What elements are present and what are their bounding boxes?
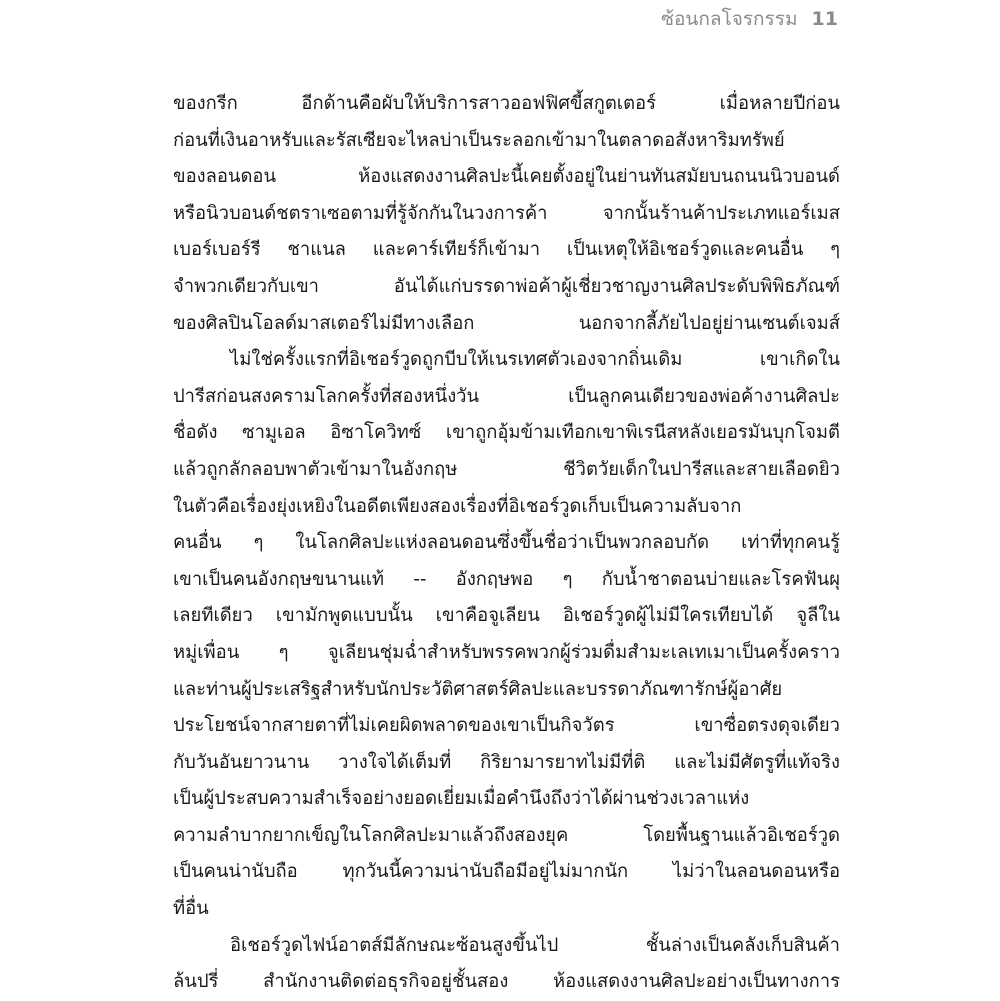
running-title: ซ้อนกลโจรกรรม xyxy=(661,8,798,30)
text-line: หรือนิวบอนด์ชตราเซอตามที่รู้จักกันในวงการค้า จากนั้นร้านค้าประเภทแอร์เมส xyxy=(173,202,840,224)
text-line: เขาเป็นคนอังกฤษขนานแท้ -- อังกฤษพอ ๆ กับน้ำชาตอนบ่ายและโรคฟันผุ xyxy=(173,568,840,590)
text-line: ประโยชน์จากสายตาที่ไม่เคยผิดพลาดของเขาเป็นกิจวัตร เขาซื่อตรงดุจเดียว xyxy=(173,715,840,737)
text-line: แล้วถูกลักลอบพาตัวเข้ามาในอังกฤษ ชีวิตวัยเด็กในปารีสและสายเลือดยิว xyxy=(173,458,840,480)
text-line: ชื่อดัง ซามูเอล อิซาโควิทซ์ เขาถูกอุ้มข้ามเทือกเขาพิเรนีสหลังเยอรมันบุกโจมตี xyxy=(173,422,840,444)
text-line: ในตัวคือเรื่องยุ่งเหยิงในอดีตเพียงสองเรื่องที่อิเชอร์วูดเก็บเป็นความลับจาก xyxy=(173,495,742,517)
text-line: ความลำบากยากเข็ญในโลกศิลปะมาแล้วถึงสองยุค โดยพื้นฐานแล้วอิเชอร์วูด xyxy=(173,824,840,846)
text-line: อิเชอร์วูดไฟน์อาตส์มีลักษณะซ้อนสูงขึ้นไป ชั้นล่างเป็นคลังเก็บสินค้า xyxy=(230,934,840,956)
text-line: ไม่ใช่ครั้งแรกที่อิเชอร์วูดถูกบีบให้เนรเทศตัวเองจากถิ่นเดิม เขาเกิดใน xyxy=(230,349,840,371)
text-line: เลยทีเดียว เขามักพูดแบบนั้น เขาคือจูเลียน อิเชอร์วูดผู้ไม่มีใครเทียบได้ จูลีใน xyxy=(173,605,840,627)
text-line: และท่านผู้ประเสริฐสำหรับนักประวัติศาสตร์ศิลปะและบรรดาภัณฑารักษ์ผู้อาศัย xyxy=(173,678,783,700)
text-line: คนอื่น ๆ ในโลกศิลปะแห่งลอนดอนซึ่งขึ้นชื่อว่าเป็นพวกลอบกัด เท่าที่ทุกคนรู้ xyxy=(173,532,840,554)
text-line: ที่อื่น xyxy=(173,898,209,920)
paragraph xyxy=(173,342,840,928)
text-line: ก่อนที่เงินอาหรับและรัสเซียจะไหลบ่าเป็นระลอกเข้ามาในตลาดอสังหาริมทรัพย์ xyxy=(173,129,785,151)
text-line: ของกรีก อีกด้านคือผับให้บริการสาวออฟฟิศขี้สกูตเตอร์ เมื่อหลายปีก่อน xyxy=(173,93,840,114)
text-line: เบอร์เบอร์รี ชาแนล และคาร์เทียร์ก็เข้ามา เป็นเหตุให้อิเชอร์วูดและคนอื่น ๆ xyxy=(173,239,840,261)
paragraph xyxy=(173,86,840,342)
body-text xyxy=(173,86,840,1001)
text-line: ล้นปรี่ สำนักงานติดต่อธุรกิจอยู่ชั้นสอง ห้องแสดงงานศิลปะอย่างเป็นทางการ xyxy=(173,971,840,993)
text-line: ของลอนดอน ห้องแสดงงานศิลปะนี้เคยตั้งอยู่ในย่านทันสมัยบนถนนนิวบอนด์ xyxy=(173,166,840,188)
text-line: ปารีสก่อนสงครามโลกครั้งที่สองหนึ่งวัน เป็นลูกคนเดียวของพ่อค้างานศิลปะ xyxy=(173,385,840,407)
text-line: ของศิลปินโอลด์มาสเตอร์ไม่มีทางเลือก นอกจากลี้ภัยไปอยู่ย่านเซนต์เจมส์ xyxy=(173,312,840,334)
text-line: เป็นผู้ประสบความสำเร็จอย่างยอดเยี่ยมเมื่อคำนึงถึงว่าได้ผ่านช่วงเวลาแห่ง xyxy=(173,788,750,810)
text-line: เป็นคนน่านับถือ ทุกวันนี้ความน่านับถือมีอยู่ไม่มากนัก ไม่ว่าในลอนดอนหรือ xyxy=(173,861,840,883)
text-line: กับวันอันยาวนาน วางใจได้เต็มที่ กิริยามารยาทไม่มีที่ติ และไม่มีศัตรูที่แท้จริง xyxy=(173,751,840,773)
page-header xyxy=(661,4,838,34)
paragraph xyxy=(173,928,840,1001)
page-number: 11 xyxy=(811,8,838,30)
text-line: หมู่เพื่อน ๆ จูเลียนชุ่มฉ่ำสำหรับพรรคพวกผู้ร่วมดื่มสำมะเลเทเมาเป็นครั้งคราว xyxy=(173,641,840,663)
text-line: จำพวกเดียวกับเขา อันได้แก่บรรดาพ่อค้าผู้เชี่ยวชาญงานศิลประดับพิพิธภัณฑ์ xyxy=(173,275,840,297)
